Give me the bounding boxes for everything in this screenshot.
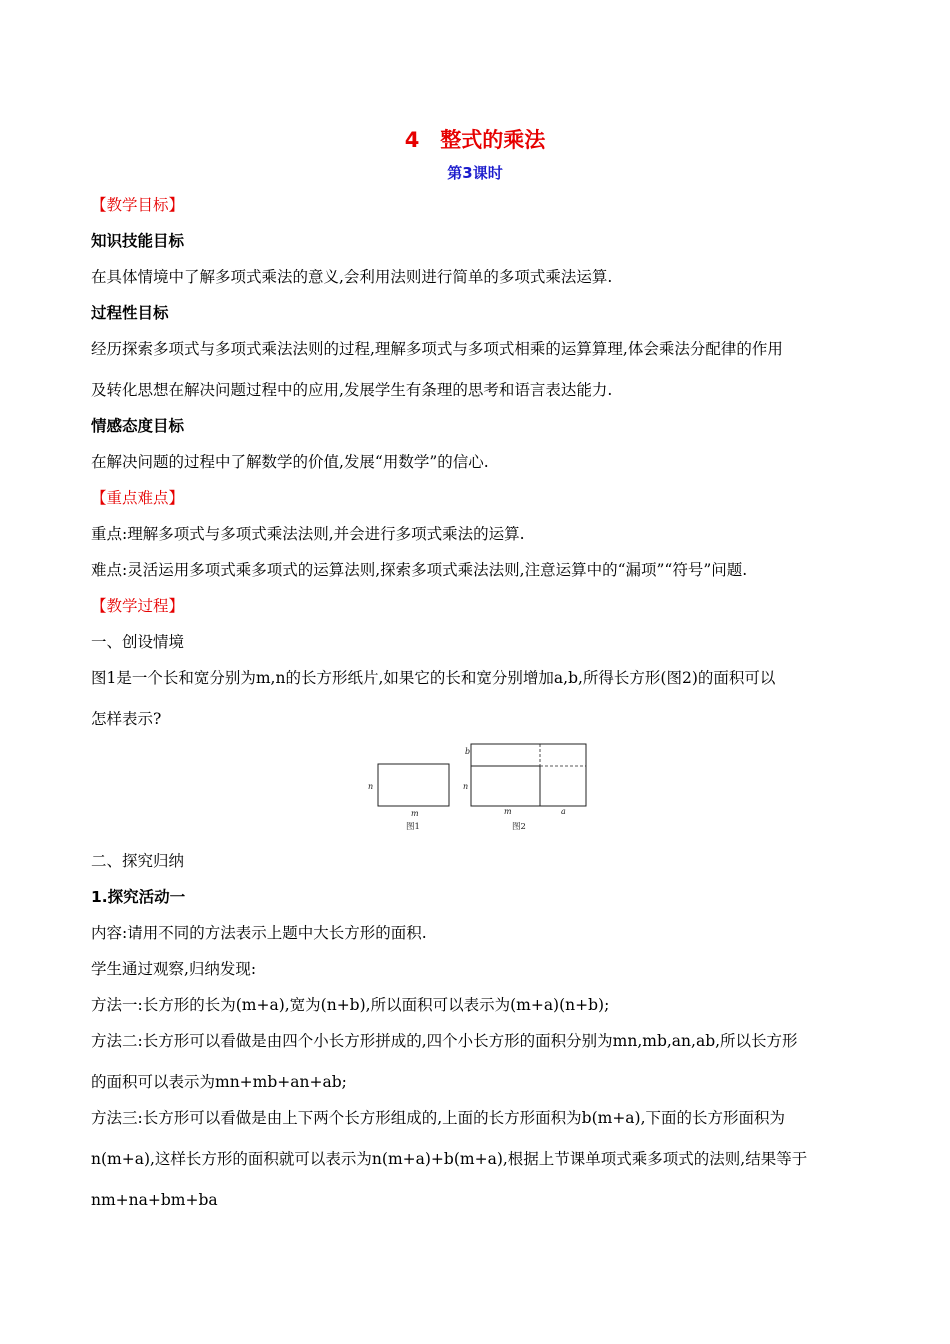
paragraph-part1-line2: 怎样表示?: [91, 710, 162, 728]
figure2-label-m: m: [504, 807, 512, 816]
heading-activity1: 1.探究活动一: [91, 888, 186, 906]
section-heading-objectives: 【教学目标】: [91, 196, 185, 214]
paragraph-method2-line2: 的面积可以表示为mn+mb+an+ab;: [91, 1073, 347, 1091]
page-title: 4 整式的乘法: [404, 128, 546, 152]
paragraph-difficult-point: 难点:灵活运用多项式乘多项式的运算法则,探索多项式乘法法则,注意运算中的“漏项”“符号”问题.: [91, 561, 748, 579]
paragraph-method3-line2: n(m+a),这样长方形的面积就可以表示为n(m+a)+b(m+a),根据上节课单项式乘多项式的法则,结果等于: [91, 1150, 808, 1168]
paragraph-method3-line3: nm+na+bm+ba: [91, 1191, 218, 1209]
heading-part1: 一、创设情境: [91, 633, 185, 651]
figure1-label-m: m: [411, 809, 419, 818]
figure1-label-n: n: [368, 782, 374, 791]
paragraph-method3-line1: 方法三:长方形可以看做是由上下两个长方形组成的,上面的长方形面积为b(m+a),下面的长方形面积为: [91, 1109, 786, 1127]
section-heading-process: 【教学过程】: [91, 597, 185, 615]
paragraph-method2-line1: 方法二:长方形可以看做是由四个小长方形拼成的,四个小长方形的面积分别为mn,mb,an,ab,所以长方形: [91, 1032, 798, 1050]
figure2-rectangle: [471, 744, 586, 806]
heading-process: 过程性目标: [91, 304, 169, 322]
paragraph-emotion: 在解决问题的过程中了解数学的价值,发展“用数学”的信心.: [91, 453, 489, 471]
paragraph-observe: 学生通过观察,归纳发现:: [91, 960, 257, 978]
paragraph-content: 内容:请用不同的方法表示上题中大长方形的面积.: [91, 924, 427, 942]
rectangle-figure: [364, 738, 594, 838]
paragraph-process-line1: 经历探索多项式与多项式乘法法则的过程,理解多项式与多项式相乘的运算算理,体会乘法分配律的作用: [91, 340, 783, 358]
paragraph-method1: 方法一:长方形的长为(m+a),宽为(n+b),所以面积可以表示为(m+a)(n+b);: [91, 996, 610, 1014]
paragraph-key-point: 重点:理解多项式与多项式乘法法则,并会进行多项式乘法的运算.: [91, 525, 525, 543]
heading-part2: 二、探究归纳: [91, 852, 185, 870]
lesson-subtitle: 第3课时: [447, 164, 503, 182]
figure2-caption: 图2: [512, 822, 526, 832]
paragraph-part1-line1: 图1是一个长和宽分别为m,n的长方形纸片,如果它的长和宽分别增加a,b,所得长方形(图2)的面积可以: [91, 669, 776, 687]
figure1-caption: 图1: [406, 822, 420, 832]
paragraph-process-line2: 及转化思想在解决问题过程中的应用,发展学生有条理的思考和语言表达能力.: [91, 381, 613, 399]
figure1-rectangle: [378, 764, 449, 806]
heading-emotion: 情感态度目标: [91, 417, 185, 435]
figure2-label-a: a: [561, 807, 566, 816]
figure2-label-n: n: [463, 782, 469, 791]
figure2-label-b: b: [465, 747, 471, 756]
section-heading-keypoints: 【重点难点】: [91, 489, 185, 507]
paragraph-knowledge: 在具体情境中了解多项式乘法的意义,会利用法则进行简单的多项式乘法运算.: [91, 268, 613, 286]
heading-knowledge-skills: 知识技能目标: [91, 232, 185, 250]
